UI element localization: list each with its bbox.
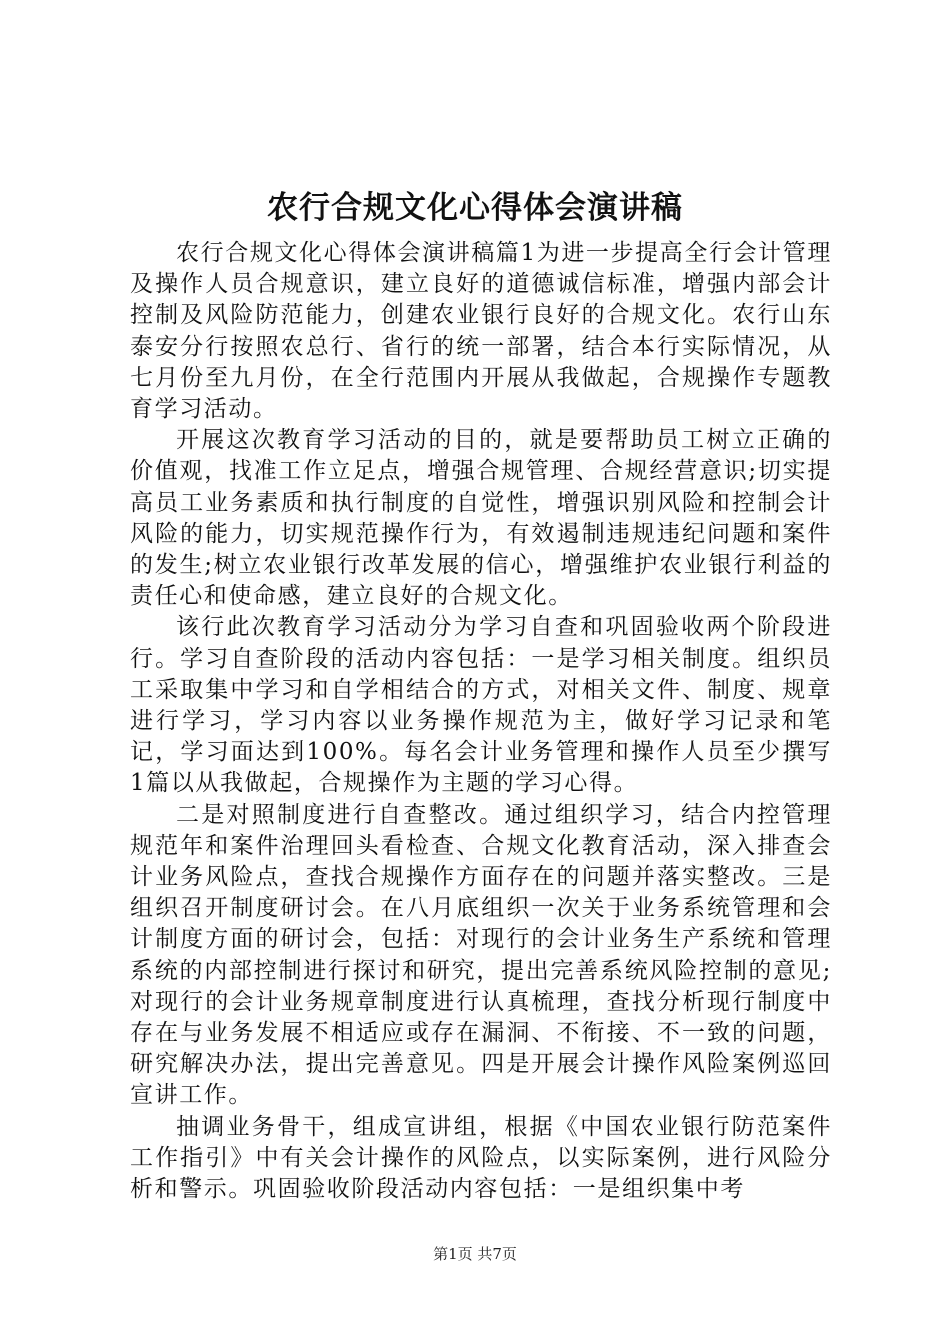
- page-footer: 第1页 共7页: [433, 1245, 517, 1263]
- paragraph-3: 该行此次教育学习活动分为学习自查和巩固验收两个阶段进行。学习自查阶段的活动内容包括：一是学习相关制度。组织员工采取集中学习和自学相结合的方式，对相关文件、制度、规章进行学习，学习内容以业务操作规范为主，做好学习记录和笔记，学习面达到100%。每名会计业务管理和操作人员至少撰写1篇以从我做起，合规操作为主题的学习心得。: [130, 614, 832, 797]
- document-body: [130, 238, 832, 1205]
- document-title: 农行合规文化心得体会演讲稿: [267, 190, 683, 226]
- paragraph-2: 开展这次教育学习活动的目的，就是要帮助员工树立正确的价值观，找准工作立足点，增强合规管理、合规经营意识;切实提高员工业务素质和执行制度的自觉性，增强识别风险和控制会计风险的能力，切实规范操作行为，有效遏制违规违纪问题和案件的发生;树立农业银行改革发展的信心，增强维护农业银行利益的责任心和使命感，建立良好的合规文化。: [130, 427, 832, 610]
- paragraph-5: 抽调业务骨干，组成宣讲组，根据《中国农业银行防范案件工作指引》中有关会计操作的风险点，以实际案例，进行风险分析和警示。巩固验收阶段活动内容包括：一是组织集中考: [130, 1113, 832, 1203]
- paragraph-4: 二是对照制度进行自查整改。通过组织学习，结合内控管理规范年和案件治理回头看检查、合规文化教育活动，深入排查会计业务风险点，查找合规操作方面存在的问题并落实整改。三是组织召开制度研讨会。在八月底组织一次关于业务系统管理和会计制度方面的研讨会，包括：对现行的会计业务生产系统和管理系统的内部控制进行探讨和研究，提出完善系统风险控制的意见;对现行的会计业务规章制度进行认真梳理，查找分析现行制度中存在与业务发展不相适应或存在漏洞、不衔接、不一致的问题，研究解决办法，提出完善意见。四是开展会计操作风险案例巡回宣讲工作。: [130, 801, 832, 1109]
- paragraph-1: 农行合规文化心得体会演讲稿篇1为进一步提高全行会计管理及操作人员合规意识，建立良好的道德诚信标准，增强内部会计控制及风险防范能力，创建农业银行良好的合规文化。农行山东泰安分行按照农总行、省行的统一部署，结合本行实际情况，从七月份至九月份，在全行范围内开展从我做起，合规操作专题教育学习活动。: [130, 240, 832, 423]
